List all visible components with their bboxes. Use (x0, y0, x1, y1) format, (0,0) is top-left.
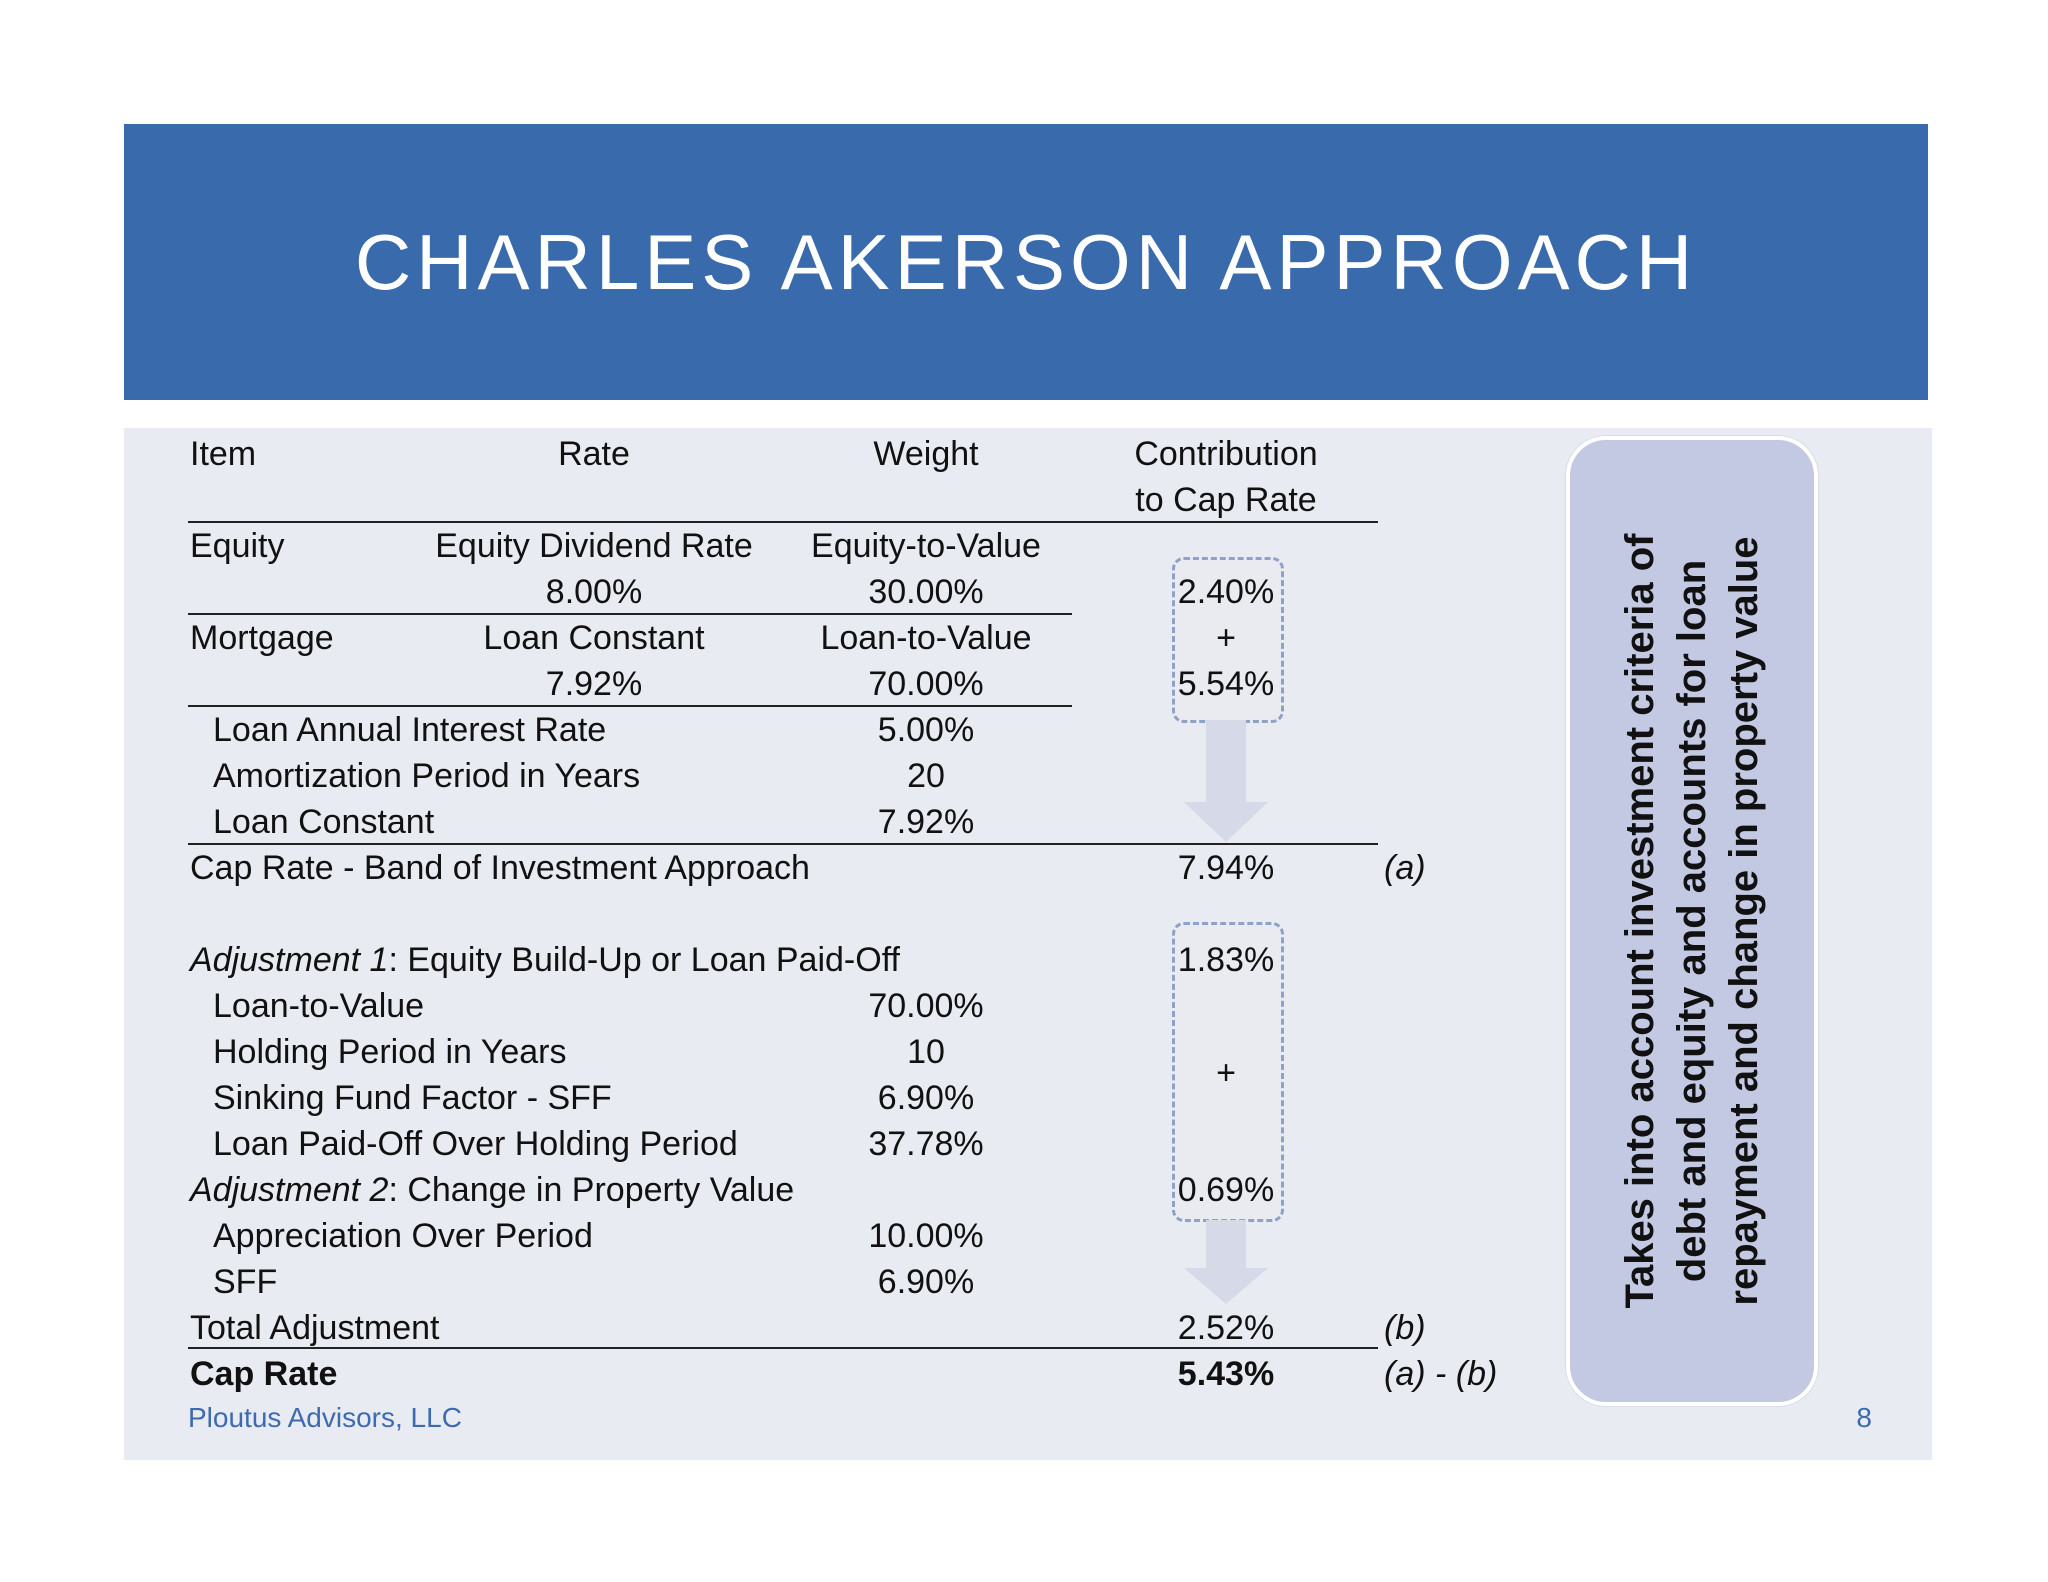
slide-title: CHARLES AKERSON APPROACH (354, 218, 1698, 306)
title-band (124, 124, 1928, 400)
header-contribution-line2: to Cap Rate (1135, 481, 1317, 519)
loan-detail-label: Loan Annual Interest Rate (213, 711, 607, 749)
adjustment2-label-rest: : Change in Property Value (388, 1171, 795, 1209)
adjustment1-value: 1.83% (1177, 941, 1275, 979)
adjustment2-row-label: SFF (213, 1263, 278, 1301)
total-rule (188, 1347, 1378, 1349)
adjustment-plus-sign: + (1216, 1054, 1236, 1092)
footer-page-number: 8 (1856, 1402, 1872, 1433)
adjustment2-value: 0.69% (1177, 1171, 1275, 1209)
header-contribution-line1: Contribution (1134, 435, 1318, 473)
side-note-line: Takes into account investment criteria of (1618, 533, 1662, 1309)
total-adjustment-value: 2.52% (1177, 1309, 1275, 1347)
mortgage-rate-value: 7.92% (545, 665, 643, 703)
equity-weight-label: Equity-to-Value (811, 527, 1041, 565)
side-note-line: repayment and change in property value (1722, 536, 1766, 1306)
equity-rate-label: Equity Dividend Rate (435, 527, 753, 565)
adjustment2-row-value: 6.90% (877, 1263, 975, 1301)
equity-weight-value: 30.00% (868, 573, 984, 611)
adjustment2-label-italic: Adjustment 2 (190, 1171, 389, 1209)
header-weight: Weight (873, 435, 979, 473)
header-rate: Rate (558, 435, 630, 473)
adjustment1-label-italic: Adjustment 1 (190, 941, 389, 979)
band-plus-sign: + (1216, 619, 1236, 657)
mortgage-weight-value: 70.00% (868, 665, 984, 703)
adjustment2-heading (190, 1167, 794, 1213)
total-adjustment-label: Total Adjustment (190, 1309, 440, 1347)
footer-company: Ploutus Advisors, LLC (188, 1402, 462, 1433)
cap-rate-value: 5.43% (1177, 1355, 1275, 1393)
adjustment1-row-label: Sinking Fund Factor - SFF (213, 1079, 612, 1117)
equity-contribution: 2.40% (1177, 573, 1275, 611)
total-adjustment-note: (b) (1384, 1309, 1426, 1347)
equity-label: Equity (190, 527, 285, 565)
loan-detail-value: 7.92% (877, 803, 975, 841)
mortgage-rate-label: Loan Constant (483, 619, 705, 657)
loan-detail-value: 5.00% (877, 711, 975, 749)
adjustment2-row-value: 10.00% (868, 1217, 984, 1255)
down-arrow-icon (1184, 1220, 1268, 1304)
adjustment1-label-rest: : Equity Build-Up or Loan Paid-Off (388, 941, 900, 979)
cap-rate-note: (a) - (b) (1384, 1355, 1498, 1393)
loan-detail-label: Loan Constant (213, 803, 435, 841)
down-arrow-icon (1184, 720, 1268, 842)
cap-rate-label: Cap Rate (190, 1355, 338, 1393)
adjustment1-row-label: Holding Period in Years (213, 1033, 567, 1071)
band-cap-rate-note: (a) (1384, 849, 1426, 887)
adjustment1-row-label: Loan Paid-Off Over Holding Period (213, 1125, 738, 1163)
adjustment1-row-value: 70.00% (868, 987, 984, 1025)
adjustment1-heading (190, 937, 900, 983)
side-note-text (1614, 533, 1770, 1308)
adjustment1-row-value: 10 (907, 1033, 945, 1071)
equity-rate-value: 8.00% (545, 573, 643, 611)
side-note-panel (1566, 436, 1818, 1406)
band-cap-rate-label: Cap Rate - Band of Investment Approach (190, 849, 810, 887)
adjustment1-row-value: 37.78% (868, 1125, 984, 1163)
header-item: Item (190, 435, 257, 473)
band-cap-rate-value: 7.94% (1177, 849, 1275, 887)
adjustment1-row-value: 6.90% (877, 1079, 975, 1117)
mortgage-weight-label: Loan-to-Value (820, 619, 1032, 657)
side-note-line: debt and equity and accounts for loan (1670, 559, 1714, 1283)
loan-detail-value: 20 (907, 757, 945, 795)
mortgage-label: Mortgage (190, 619, 334, 657)
loan-detail-label: Amortization Period in Years (213, 757, 641, 795)
adjustment2-row-label: Appreciation Over Period (213, 1217, 593, 1255)
mortgage-contribution: 5.54% (1177, 665, 1275, 703)
adjustment1-row-label: Loan-to-Value (213, 987, 425, 1025)
